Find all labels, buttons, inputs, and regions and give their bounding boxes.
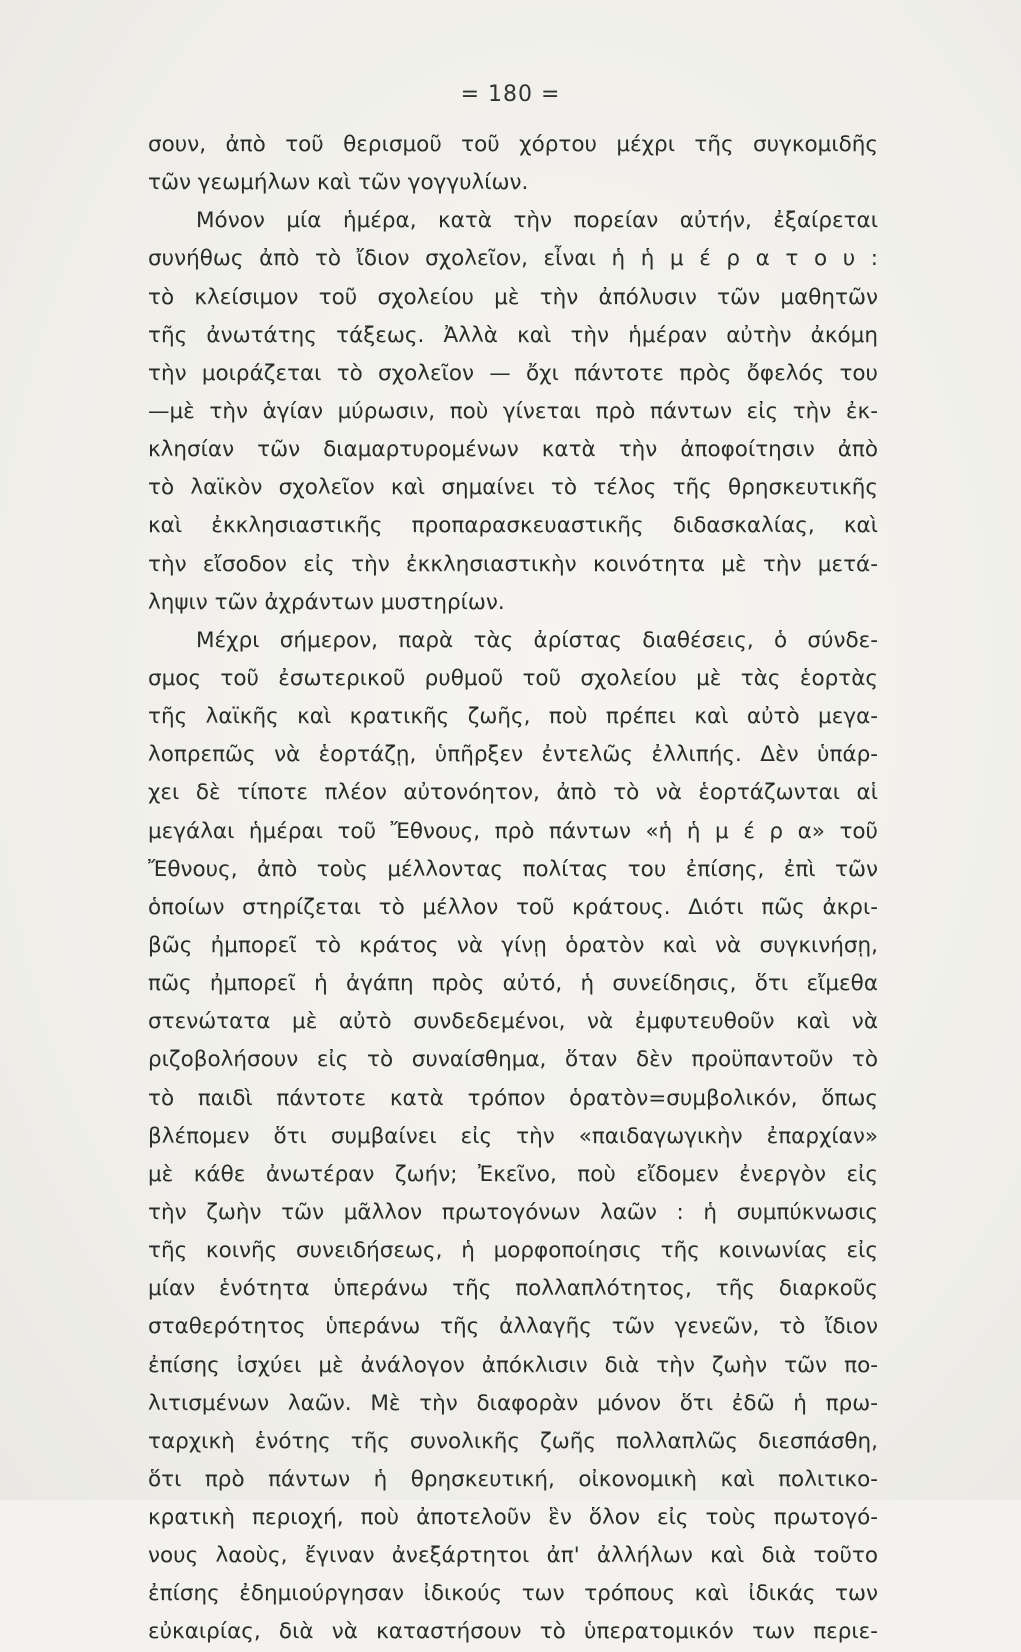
text-line: μίαν ἑνότητα ὑπεράνω τῆς πολλαπλότητος, τῆς διαρκοῦς	[148, 1276, 878, 1302]
text-line: καὶ ἐκκλησιαστικῆς προπαρασκευαστικῆς διδασκαλίας, καὶ	[148, 513, 878, 539]
text-line: ὁποίων στηρίζεται τὸ μέλλον τοῦ κράτους. Διότι πῶς ἀκρι-	[148, 894, 878, 920]
text-line: —μὲ τὴν ἁγίαν μύρωσιν, ποὺ γίνεται πρὸ πάντων εἰς τὴν ἐκ-	[148, 398, 878, 424]
text-line: νους λαοὺς, ἔγιναν ἀνεξάρτητοι ἀπ' ἀλλήλων καὶ διὰ τοῦτο	[148, 1543, 878, 1569]
text-line: τῆς λαϊκῆς καὶ κρατικῆς ζωῆς, ποὺ πρέπει καὶ αὐτὸ μεγα-	[148, 704, 878, 730]
text-line: ὅτι πρὸ πάντων ἡ θρησκευτική, οἰκονομικὴ καὶ πολιτικο-	[148, 1466, 878, 1492]
text-line: ληψιν τῶν ἀχράντων μυστηρίων.	[148, 589, 505, 615]
text-line: Ἔθνους, ἀπὸ τοὺς μέλλοντας πολίτας του ἐπίσης, ἐπὶ τῶν	[148, 856, 878, 882]
text-line: βλέπομεν ὅτι συμβαίνει εἰς τὴν «παιδαγωγικὴν ἐπαρχίαν»	[148, 1123, 878, 1149]
text-line: τῆς ἀνωτάτης τάξεως. Ἀλλὰ καὶ τὴν ἡμέραν αὐτὴν ἀκόμη	[148, 322, 878, 348]
text-line: μὲ κάθε ἀνωτέραν ζωήν; Ἐκεῖνο, ποὺ εἴδομεν ἐνεργὸν εἰς	[148, 1161, 878, 1187]
text-line: Μόνον μία ἡμέρα, κατὰ τὴν πορείαν αὐτήν, ἐξαίρεται	[196, 208, 878, 234]
text-line: τῶν γεωμήλων καὶ τῶν γογγυλίων.	[148, 170, 529, 196]
text-line: εὐκαιρίας, διὰ νὰ καταστήσουν τὸ ὑπερατομικόν των περιε-	[148, 1619, 878, 1645]
text-line: στενώτατα μὲ αὐτὸ συνδεδεμένοι, νὰ ἐμφυτευθοῦν καὶ νὰ	[148, 1009, 878, 1035]
text-line: τὸ παιδὶ πάντοτε κατὰ τρόπον ὁρατὸν=συμβολικόν, ὅπως	[148, 1085, 878, 1111]
text-line: τὴν μοιράζεται τὸ σχολεῖον — ὄχι πάντοτε πρὸς ὄφελός του	[148, 360, 878, 386]
text-line: σουν, ἀπὸ τοῦ θερισμοῦ τοῦ χόρτου μέχρι τῆς συγκομιδῆς	[148, 132, 878, 157]
text-line: ἐπίσης ἐδημιούργησαν ἰδικούς των τρόπους καὶ ἰδικάς των	[148, 1581, 878, 1607]
text-line: σμος τοῦ ἐσωτερικοῦ ρυθμοῦ τοῦ σχολείου μὲ τὰς ἑορτὰς	[148, 665, 878, 691]
text-line: ταρχικὴ ἑνότης τῆς συνολικῆς ζωῆς πολλαπλῶς διεσπάσθη,	[148, 1428, 878, 1454]
text-line: πῶς ἠμπορεῖ ἡ ἀγάπη πρὸς αὐτό, ἡ συνείδησις, ὅτι εἴμεθα	[148, 971, 878, 997]
text-line: τὴν εἴσοδον εἰς τὴν ἐκκλησιαστικὴν κοινότητα μὲ τὴν μετά-	[148, 551, 878, 577]
text-line: σταθερότητος ὑπεράνω τῆς ἀλλαγῆς τῶν γενεῶν, τὸ ἴδιον	[148, 1314, 878, 1340]
text-line: λιτισμένων λαῶν. Μὲ τὴν διαφορὰν μόνον ὅτι ἐδῶ ἡ πρω-	[148, 1390, 878, 1416]
text-line: ἐπίσης ἰσχύει μὲ ἀνάλογον ἀπόκλισιν διὰ τὴν ζωὴν τῶν πο-	[148, 1352, 878, 1378]
text-line: τὴν ζωὴν τῶν μᾶλλον πρωτογόνων λαῶν : ἡ συμπύκνωσις	[148, 1199, 878, 1225]
text-line: λοπρεπῶς νὰ ἑορτάζῃ, ὑπῆρξεν ἐντελῶς ἐλλιπής. Δὲν ὑπάρ-	[148, 742, 878, 768]
page-number: = 180 =	[460, 82, 561, 107]
text-line: τὸ λαϊκὸν σχολεῖον καὶ σημαίνει τὸ τέλος τῆς θρησκευτικῆς	[148, 475, 878, 501]
text-line: τῆς κοινῆς συνειδήσεως, ἡ μορφοποίησις τῆς κοινωνίας εἰς	[148, 1238, 878, 1264]
text-line: τὸ κλείσιμον τοῦ σχολείου μὲ τὴν ἀπόλυσιν τῶν μαθητῶν	[148, 284, 878, 310]
text-line: Μέχρι σήμερον, παρὰ τὰς ἀρίστας διαθέσεις, ὁ σύνδε-	[196, 627, 878, 653]
text-line: συνήθως ἀπὸ τὸ ἴδιον σχολεῖον, εἶναι ἡ ἡ μ έ ρ α τ ο υ :	[148, 246, 878, 272]
text-line: μεγάλαι ἡμέραι τοῦ Ἔθνους, πρὸ πάντων «ἡ ἡ μ έ ρ α» τοῦ	[148, 818, 878, 844]
text-line: κλησίαν τῶν διαμαρτυρομένων κατὰ τὴν ἀποφοίτησιν ἀπὸ	[148, 437, 878, 463]
text-line: χει δὲ τίποτε πλέον αὐτονόητον, ἀπὸ τὸ νὰ ἑορτάζωνται αἱ	[148, 780, 878, 806]
body-text	[148, 126, 878, 1652]
text-line: κρατικὴ περιοχή, ποὺ ἀποτελοῦν ἓν ὅλον εἰς τοὺς πρωτογό-	[148, 1505, 878, 1531]
text-line: ριζοβολήσουν εἰς τὸ συναίσθημα, ὅταν δὲν προϋπαντοῦν τὸ	[148, 1047, 878, 1073]
text-line: βῶς ἠμπορεῖ τὸ κράτος νὰ γίνῃ ὁρατὸν καὶ νὰ συγκινήσῃ,	[148, 932, 878, 958]
